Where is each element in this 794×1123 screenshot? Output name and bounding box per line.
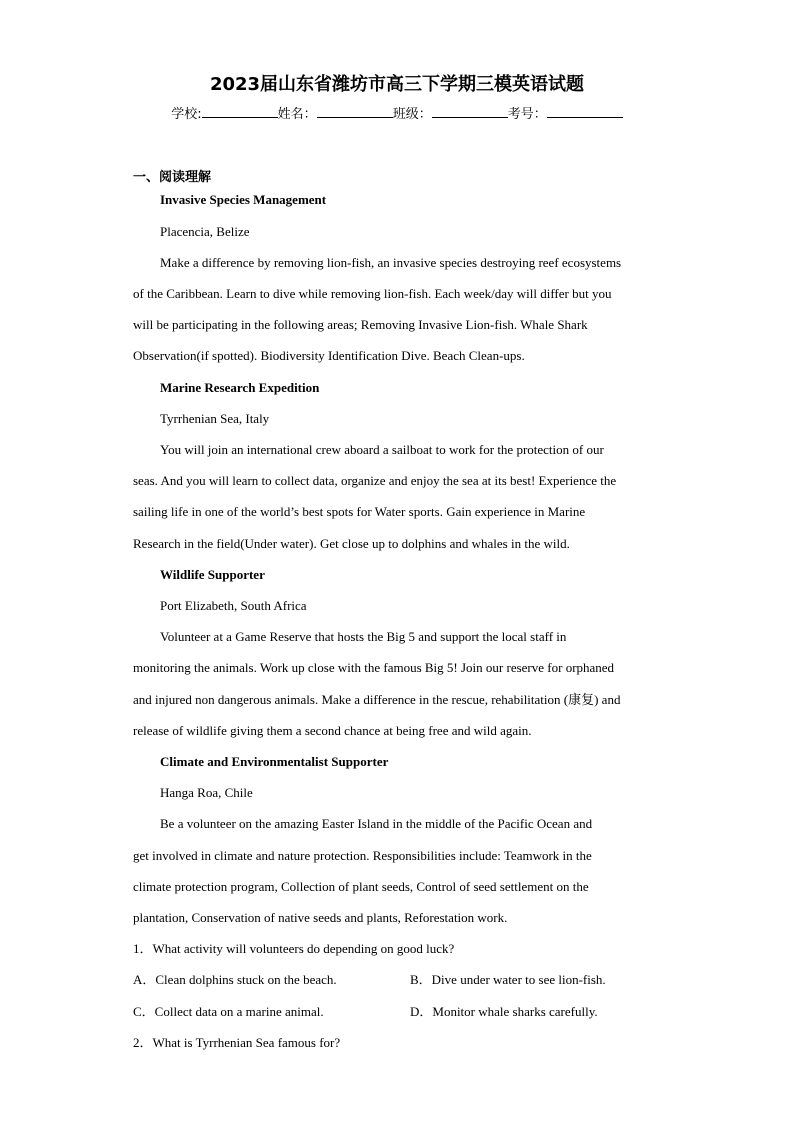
class-label: 班级： (392, 107, 432, 122)
class-blank[interactable] (432, 105, 508, 118)
passage-3-line: release of wildlife giving them a second chance at being free and wild again. (133, 723, 532, 738)
passage-3-line: Volunteer at a Game Reserve that hosts the Big 5 and support the local staff in (160, 629, 567, 644)
passage-1-line: will be participating in the following areas; Removing Invasive Lion-fish. Whale Shark (133, 317, 588, 332)
passage-3-line: and injured non dangerous animals. Make a difference in the rescue, rehabilitation (康复) and (133, 692, 621, 707)
question-2: 2．What is Tyrrhenian Sea famous for? (133, 1035, 341, 1050)
passage-3-title: Wildlife Supporter (160, 567, 265, 582)
question-1-option-d[interactable]: D．Monitor whale sharks carefully. (410, 1004, 598, 1019)
question-1: 1．What activity will volunteers do depending on good luck? (133, 941, 455, 956)
passage-4-title: Climate and Environmentalist Supporter (160, 754, 389, 769)
passage-1-line: Make a difference by removing lion-fish, an invasive species destroying reef ecosystems (160, 255, 622, 270)
passage-4-line: climate protection program, Collection of plant seeds, Control of seed settlement on the (133, 879, 589, 894)
page-title: 2023届山东省潍坊市高三下学期三模英语试题 (209, 74, 585, 95)
passage-4-line: Be a volunteer on the amazing Easter Island in the middle of the Pacific Ocean and (160, 816, 593, 831)
passage-1-location: Placencia, Belize (160, 224, 250, 239)
passage-2-location: Tyrrhenian Sea, Italy (160, 411, 270, 426)
question-1-option-b[interactable]: B．Dive under water to see lion-fish. (410, 972, 606, 987)
school-label: 学校: (171, 107, 202, 122)
school-blank[interactable] (202, 105, 278, 118)
passage-2-line: sailing life in one of the world’s best spots for Water sports. Gain experience in Marine (133, 504, 586, 519)
passage-2-line: Research in the field(Under water). Get close up to dolphins and whales in the wild. (133, 536, 570, 551)
name-label: 姓名： (277, 107, 317, 122)
passage-2-title: Marine Research Expedition (160, 380, 320, 395)
exam-number-label: 考号： (507, 107, 547, 122)
passage-3-line: monitoring the animals. Work up close with the famous Big 5! Join our reserve for orphaned (133, 660, 615, 675)
passage-1-line: of the Caribbean. Learn to dive while removing lion-fish. Each week/day will differ but you (133, 286, 612, 301)
student-info-line (0, 103, 794, 122)
passage-1-title: Invasive Species Management (160, 192, 327, 207)
passage-2-line: seas. And you will learn to collect data, organize and enjoy the sea at its best! Experience the (133, 473, 617, 488)
passage-1-line: Observation(if spotted). Biodiversity Identification Dive. Beach Clean-ups. (133, 348, 525, 363)
passage-2-line: You will join an international crew aboard a sailboat to work for the protection of our (160, 442, 604, 457)
passage-3-location: Port Elizabeth, South Africa (160, 598, 307, 613)
passage-4-line: get involved in climate and nature protection. Responsibilities include: Teamwork in the (133, 848, 592, 863)
passage-4-location: Hanga Roa, Chile (160, 785, 253, 800)
passage-4-line: plantation, Conservation of native seeds and plants, Reforestation work. (133, 910, 508, 925)
exam-number-blank[interactable] (547, 105, 623, 118)
section-heading: 一、阅读理解 (133, 170, 212, 185)
name-blank[interactable] (317, 105, 393, 118)
question-1-option-c[interactable]: C．Collect data on a marine animal. (133, 1004, 324, 1019)
question-1-option-a[interactable]: A．Clean dolphins stuck on the beach. (133, 972, 337, 987)
